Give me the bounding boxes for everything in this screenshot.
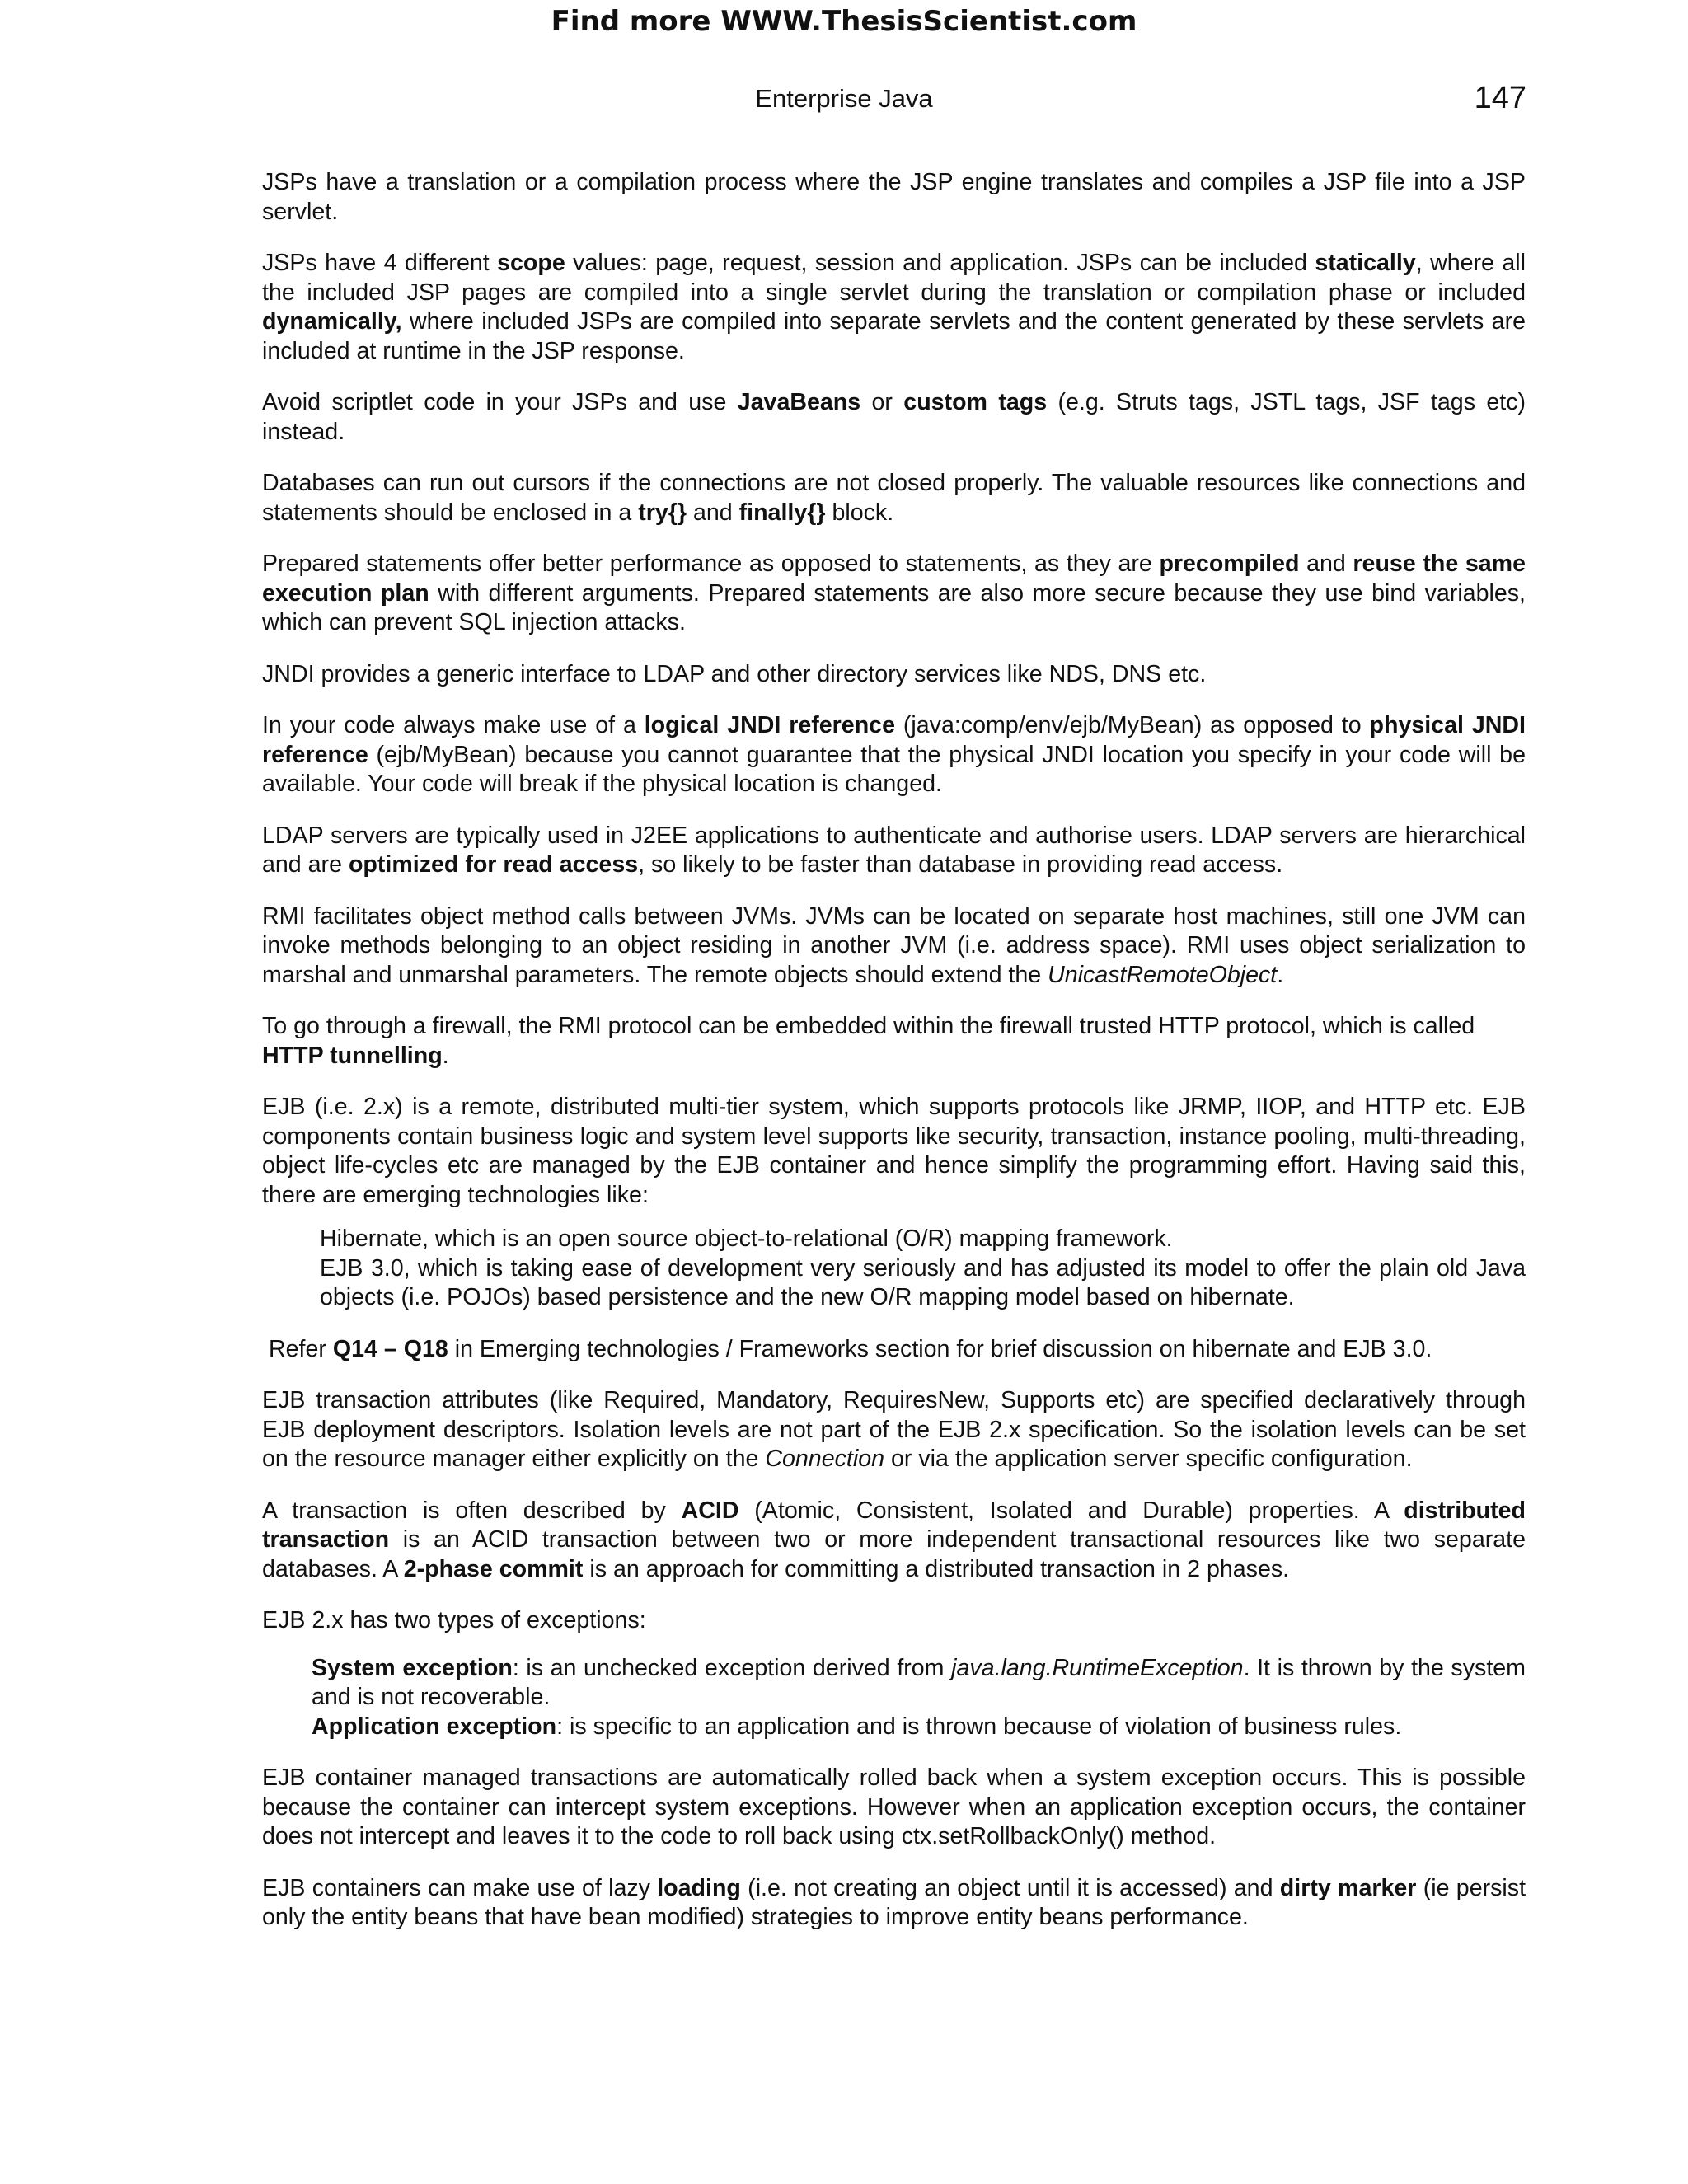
paragraph-exception-types: EJB 2.x has two types of exceptions: (262, 1607, 646, 1633)
paragraph-rmi: RMI facilitates object method calls between JVMs. JVMs can be located on separate host machines, still one JVM can invoke methods belonging to an object residing in another JVM (i.e. address space). RMI uses object serialization to marshal and unmarshal parameters. The remote objects should extend the UnicastRemoteObject. (262, 902, 1526, 988)
site-banner: Find more WWW.ThesisScientist.com (551, 5, 1137, 38)
list-item: Hibernate, which is an open source object-to-relational (O/R) mapping framework. (320, 1226, 1173, 1252)
paragraph-jndi-reference: In your code always make use of a logical JNDI reference (java:comp/env/ejb/MyBean) as opposed to physical JNDI reference (ejb/MyBean) because you cannot guarantee that the physical JNDI location you specify in your code will be available. Your code will break if the physical location is changed. (262, 712, 1526, 797)
running-header-title: Enterprise Java (755, 84, 933, 113)
paragraph-ldap: LDAP servers are typically used in J2EE applications to authenticate and authorise users. LDAP servers are hierarchical and are optimized for read access, so likely to be faster than database in providing read access. (262, 822, 1526, 878)
paragraph-acid: A transaction is often described by ACID (Atomic, Consistent, Isolated and Durable) properties. A distributed transaction is an ACID transaction between two or more independent transactional resources like two separate databases. A 2-phase commit is an approach for committing a distributed transaction in 2 phases. (262, 1497, 1526, 1582)
paragraph-jsp-translation: JSPs have a translation or a compilation process where the JSP engine translates and compiles a JSP file into a JSP servlet. (262, 169, 1526, 225)
paragraph-ejb: EJB (i.e. 2.x) is a remote, distributed multi-tier system, which supports protocols like JRMP, IIOP, and HTTP etc. EJB components contain business logic and system level supports like security, transaction, instance pooling, multi-threading, object life-cycles etc are managed by the EJB container and hence simplify the programming effort. Having said this, there are emerging technologies like: (262, 1094, 1526, 1208)
list-item: System exception: is an unchecked exception derived from java.lang.RuntimeException. It is thrown by the system and is not recoverable. (312, 1654, 1526, 1710)
exception-types-list (262, 1654, 1526, 1742)
page-body (262, 168, 1526, 1955)
paragraph-http-tunnelling: To go through a firewall, the RMI protocol can be embedded within the firewall trusted HTTP protocol, which is called HTTP tunnelling. (262, 1013, 1475, 1069)
paragraph-refer: Refer Q14 – Q18 in Emerging technologies / Frameworks section for brief discussion on hibernate and EJB 3.0. (269, 1335, 1432, 1362)
list-item: EJB 3.0, which is taking ease of development very seriously and has adjusted its model to offer the plain old Java objects (i.e. POJOs) based persistence and the new O/R mapping model based on hibernate. (320, 1254, 1526, 1310)
emerging-technologies-list (262, 1225, 1526, 1313)
paragraph-avoid-scriptlet: Avoid scriptlet code in your JSPs and use JavaBeans or custom tags (e.g. Struts tags, JSTL tags, JSF tags etc) instead. (262, 389, 1526, 445)
paragraph-lazy-loading: EJB containers can make use of lazy loading (i.e. not creating an object until it is accessed) and dirty marker (ie persist only the entity beans that have bean modified) strategies to improve entity beans performance. (262, 1874, 1526, 1930)
list-item: Application exception: is specific to an application and is thrown because of violation of business rules. (312, 1713, 1402, 1740)
paragraph-jsp-scope: JSPs have 4 different scope values: page, request, session and application. JSPs can be included statically, where all the included JSP pages are compiled into a single servlet during the translation or compilation phase or included dynamically, where included JSPs are compiled into separate servlets and the content generated by these servlets are included at runtime in the JSP response. (262, 250, 1526, 364)
paragraph-transaction-attributes: EJB transaction attributes (like Required, Mandatory, RequiresNew, Supports etc) are specified declaratively through EJB deployment descriptors. Isolation levels are not part of the EJB 2.x specification. So the isolation levels can be set on the resource manager either explicitly on the Connection or via the application server specific configuration. (262, 1387, 1526, 1472)
paragraph-prepared-statements: Prepared statements offer better performance as opposed to statements, as they are precompiled and reuse the same execution plan with different arguments. Prepared statements are also more secure because they use bind variables, which can prevent SQL injection attacks. (262, 551, 1526, 635)
page-number: 147 (1474, 81, 1526, 115)
paragraph-jndi: JNDI provides a generic interface to LDAP and other directory services like NDS, DNS etc. (262, 660, 1207, 687)
paragraph-database-cursors: Databases can run out cursors if the connections are not closed properly. The valuable resources like connections and statements should be enclosed in a try{} and finally{} block. (262, 470, 1526, 526)
paragraph-container-rollback: EJB container managed transactions are automatically rolled back when a system exception occurs. This is possible because the container can intercept system exceptions. However when an application exception occurs, the container does not intercept and leaves it to the code to roll back using ctx.setRollbackOnly() method. (262, 1765, 1526, 1849)
